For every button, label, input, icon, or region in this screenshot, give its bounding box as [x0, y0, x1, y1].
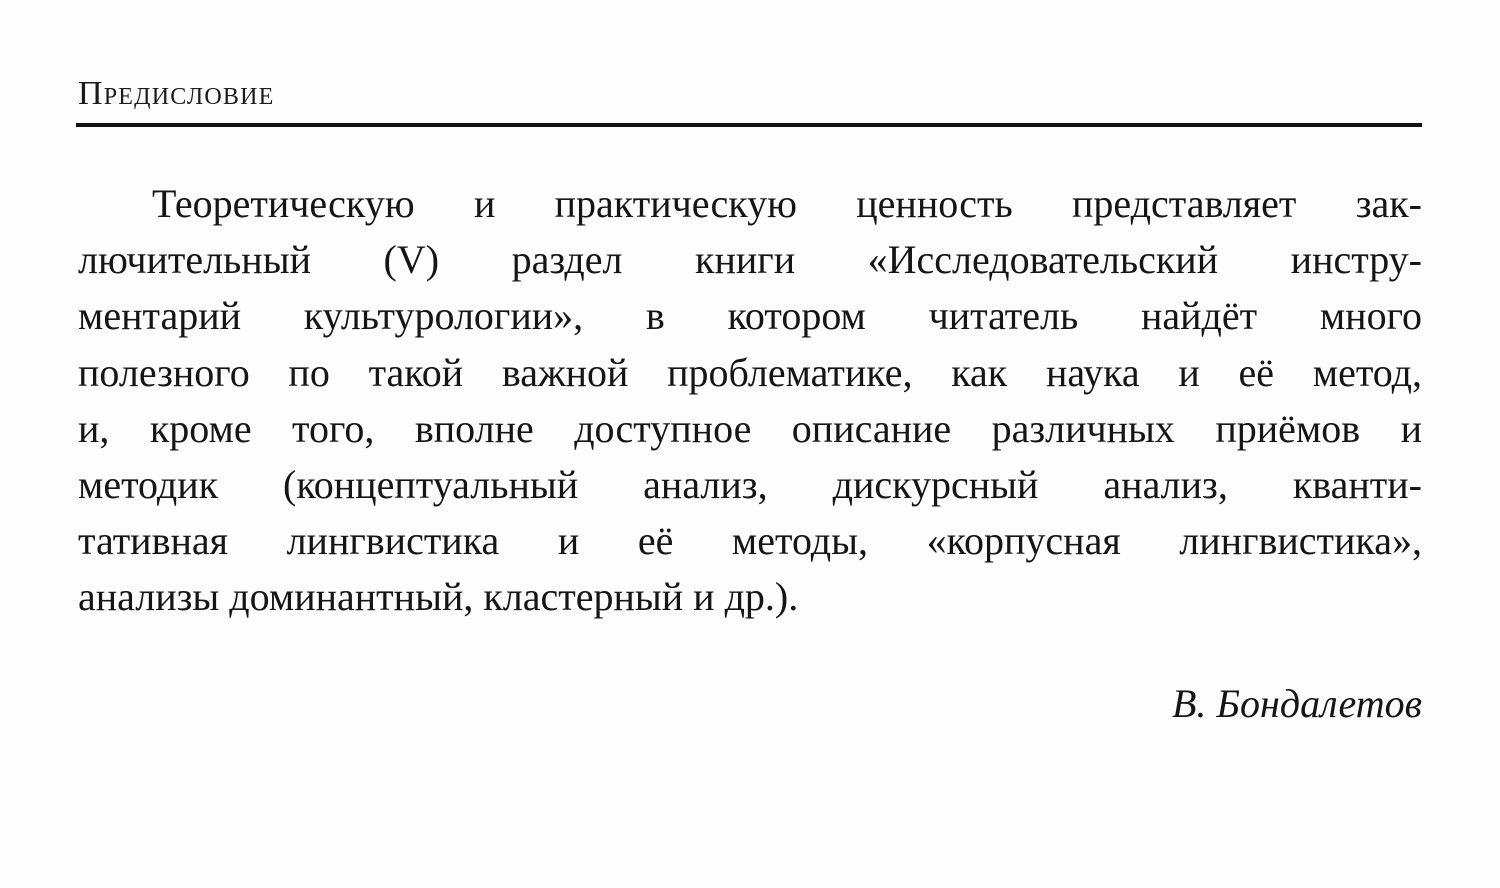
paragraph-line: полезного по такой важной проблематике, как наука и её метод,	[78, 349, 1422, 395]
paragraph-line: анализы доминантный, кластерный и др.).	[78, 574, 799, 620]
paragraph	[78, 176, 1422, 626]
author-signature: В. Бондалетов	[1171, 681, 1422, 726]
paragraph-line: тативная лингвистика и её методы, «корпусная лингвистика»,	[78, 518, 1422, 564]
paragraph-line: ментарий культурологии», в котором читатель найдёт много	[78, 293, 1422, 339]
paragraph-line: методик (концептуальный анализ, дискурсный анализ, кванти-	[78, 461, 1422, 507]
header-rule	[76, 123, 1422, 127]
paragraph-line: Теоретическую и практическую ценность представляет зак-	[152, 181, 1422, 226]
paragraph-line: и, кроме того, вполне доступное описание различных приёмов и	[78, 405, 1422, 451]
running-head: Предисловие	[78, 75, 275, 112]
paragraph-line: лючительный (V) раздел книги «Исследовательский инстру-	[78, 237, 1422, 283]
